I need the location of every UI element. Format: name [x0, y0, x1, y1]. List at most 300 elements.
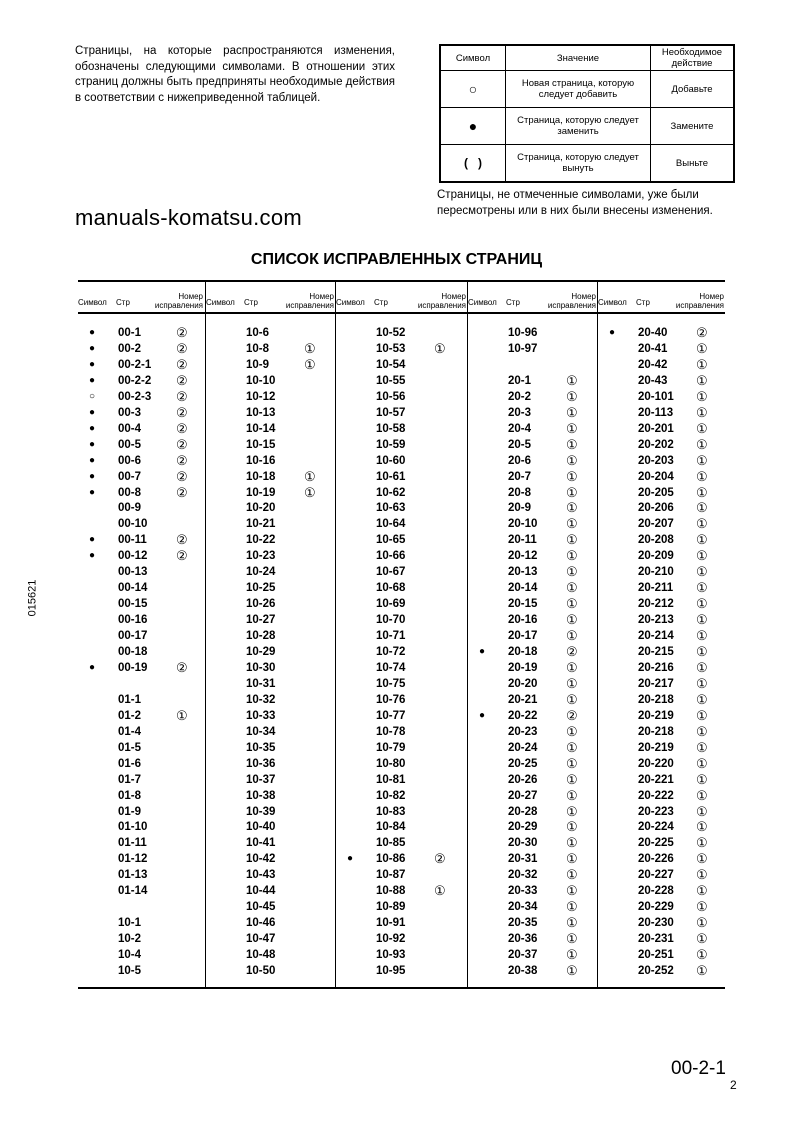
revision-number: ①: [566, 596, 578, 612]
legend-action: Выньте: [651, 145, 735, 183]
table-row: [598, 676, 726, 692]
page-number-cell: 10-23: [246, 550, 276, 563]
table-row: [206, 724, 336, 740]
page-number-cell: 10-44: [246, 885, 276, 898]
table-row: [598, 580, 726, 596]
revision-number: ①: [566, 420, 578, 436]
table-row: [468, 373, 598, 389]
table-column: [335, 282, 468, 987]
table-row: [78, 867, 205, 883]
legend-header-meaning: Значение: [506, 45, 651, 71]
table-row: [468, 740, 598, 756]
page-number-cell: 20-216: [638, 661, 674, 674]
revision-number: ①: [566, 947, 578, 963]
table-row: [206, 453, 336, 469]
page-number-cell: 20-36: [508, 933, 538, 946]
table-row: [78, 485, 205, 501]
revision-number: ②: [566, 644, 578, 659]
page-number-cell: 20-220: [638, 757, 674, 770]
table-row: [468, 772, 598, 788]
page-number-cell: 10-19: [246, 486, 276, 499]
page-number-cell: 20-17: [508, 630, 538, 643]
legend-action: Добавьте: [651, 71, 735, 108]
revision-number: ①: [566, 787, 578, 803]
col-header-symbol: Символ: [78, 298, 107, 307]
table-row: [206, 676, 336, 692]
legend-meaning: Страница, которую следует вынуть: [506, 145, 651, 183]
page-number-cell: 20-222: [638, 789, 674, 802]
page-number-cell: 00-6: [118, 454, 142, 467]
table-row: [336, 756, 468, 772]
revision-number: ②: [176, 388, 188, 404]
table-row: [78, 532, 205, 548]
page-number-cell: 00-18: [118, 646, 148, 658]
page-number-cell: 20-29: [508, 821, 538, 834]
page-number-cell: 10-32: [246, 693, 276, 706]
page-number-cell: 00-3: [118, 406, 142, 419]
note-text: Страницы, не отмеченные символами, уже были пересмотрены или в них были внесены изменения.: [437, 189, 713, 217]
revision-number: ①: [566, 675, 578, 691]
page-number-cell: 10-92: [376, 933, 406, 946]
table-row: [336, 580, 468, 596]
page-number-cell: 10-20: [246, 502, 276, 515]
revision-number: ①: [566, 500, 578, 516]
page-number-cell: 10-96: [508, 327, 538, 339]
table-row: [336, 867, 468, 883]
table-row: [206, 740, 336, 756]
revised-pages-table: [78, 280, 725, 989]
page-number-cell: 20-42: [638, 358, 668, 371]
page-number-cell: 01-14: [118, 885, 148, 898]
table-row: [598, 644, 726, 660]
symbol-mark: ●: [608, 327, 616, 338]
revision-number: ①: [696, 340, 708, 356]
table-row: [336, 899, 468, 915]
table-row: [468, 835, 598, 851]
revision-number: ①: [566, 516, 578, 532]
page-number-cell: 00-12: [118, 550, 148, 563]
page-number-cell: 20-251: [638, 949, 674, 962]
page-number-cell: 20-204: [638, 470, 674, 483]
table-row: [598, 660, 726, 676]
table-row: [78, 819, 205, 835]
table-row: [468, 564, 598, 580]
table-row: [468, 804, 598, 820]
page-number-cell: 10-67: [376, 566, 406, 579]
revision-number: ①: [696, 372, 708, 388]
table-row: [336, 851, 468, 867]
page-number-cell: 20-207: [638, 518, 674, 531]
table-row: [206, 516, 336, 532]
page-number-cell: 10-75: [376, 677, 406, 690]
column-header: [468, 292, 598, 312]
column-header: [78, 292, 205, 312]
table-row: [206, 341, 336, 357]
table-column: [78, 282, 205, 987]
revision-number: ①: [566, 739, 578, 755]
revision-number: ①: [566, 532, 578, 548]
page-number-cell: 00-9: [118, 502, 142, 515]
page-number-cell: 10-34: [246, 725, 276, 738]
page-number-cell: 10-58: [376, 422, 406, 435]
page-number-cell: 20-219: [638, 709, 674, 722]
page-number-cell: 20-40: [638, 327, 668, 339]
revision-number: ①: [566, 835, 578, 851]
table-row: [336, 724, 468, 740]
page-number-cell: 10-48: [246, 949, 276, 962]
page-number-cell: 10-66: [376, 550, 406, 563]
table-row: [468, 596, 598, 612]
page-number-cell: 20-206: [638, 502, 674, 515]
table-row: [468, 724, 598, 740]
page-number-cell: 10-38: [246, 789, 276, 802]
page-number-cell: 00-1: [118, 327, 142, 339]
page-number-cell: 20-214: [638, 630, 674, 643]
table-row: [468, 437, 598, 453]
col-header-symbol: Символ: [468, 298, 497, 307]
table-row: [598, 804, 726, 820]
symbol-mark: ●: [88, 550, 96, 562]
page-number-cell: 20-226: [638, 853, 674, 866]
symbol-legend-table: [439, 44, 735, 183]
table-row: [336, 628, 468, 644]
side-code: 015621: [26, 579, 39, 617]
table-row: [468, 756, 598, 772]
table-row: [78, 405, 205, 421]
table-row: [468, 931, 598, 947]
revision-number: ①: [566, 612, 578, 628]
symbol-mark: ●: [88, 438, 96, 450]
revision-number: ①: [566, 484, 578, 500]
page-number-cell: 10-45: [246, 901, 276, 914]
revision-number: ②: [434, 851, 446, 867]
revision-number: ①: [696, 771, 708, 787]
table-row: [78, 500, 205, 516]
symbol-mark: ●: [88, 454, 96, 466]
table-row: [336, 485, 468, 501]
table-row: [468, 963, 598, 979]
revision-number: ②: [176, 420, 188, 436]
symbol-mark: ●: [88, 342, 96, 354]
table-row: [78, 660, 205, 676]
table-row: [78, 389, 205, 405]
page-number-cell: 10-18: [246, 470, 276, 483]
table-row: [468, 628, 598, 644]
table-row: [598, 835, 726, 851]
page-number-cell: 10-14: [246, 422, 276, 435]
table-row: [206, 532, 336, 548]
table-row: [598, 628, 726, 644]
page-number-cell: 10-89: [376, 901, 406, 914]
page-number-cell: 20-37: [508, 949, 538, 962]
page-number-cell: 10-87: [376, 869, 406, 882]
revision-number: ①: [696, 787, 708, 803]
table-row: [206, 963, 336, 979]
page-number-cell: 01-4: [118, 725, 142, 738]
page-number-cell: 10-28: [246, 630, 276, 643]
col-header-symbol: Символ: [336, 298, 365, 307]
table-row: [78, 437, 205, 453]
table-row: [468, 692, 598, 708]
table-row: [468, 357, 598, 373]
revision-number: ②: [176, 340, 188, 356]
page-number-cell: 20-203: [638, 454, 674, 467]
revision-number: ①: [696, 851, 708, 867]
symbol-mark: ●: [88, 374, 96, 386]
table-row: [336, 612, 468, 628]
page-number-cell: 10-29: [246, 646, 276, 658]
page-number-cell: 10-41: [246, 837, 276, 850]
table-row: [468, 500, 598, 516]
revision-number: ①: [696, 484, 708, 500]
page-number-cell: 01-2: [118, 709, 142, 722]
table-row: [206, 628, 336, 644]
table-row: [336, 660, 468, 676]
revision-number: ①: [566, 628, 578, 644]
page-number-cell: 10-33: [246, 709, 276, 722]
revision-number: ①: [566, 899, 578, 915]
symbol-mark: ●: [88, 486, 96, 498]
table-row: [336, 915, 468, 931]
symbol-mark: ●: [88, 661, 96, 673]
page-number-cell: 20-252: [638, 965, 674, 977]
revision-number: ①: [566, 388, 578, 404]
table-row: [336, 804, 468, 820]
page-number-cell: 20-35: [508, 917, 538, 930]
table-row: [468, 548, 598, 564]
page-number-cell: 10-50: [246, 965, 276, 977]
page-number-cell: 20-3: [508, 406, 532, 419]
page-number-cell: 20-43: [638, 374, 668, 387]
table-row: [206, 883, 336, 899]
table-row: [336, 963, 468, 979]
table-row: [206, 851, 336, 867]
table-row: [468, 660, 598, 676]
table-row: [78, 851, 205, 867]
table-row: [468, 325, 598, 341]
table-row: [206, 325, 336, 341]
page-number-cell: 20-224: [638, 821, 674, 834]
table-row: [78, 804, 205, 820]
col-header-page: Стр: [374, 298, 388, 307]
table-row: [598, 357, 726, 373]
page-number-cell: 00-13: [118, 566, 148, 579]
page-number-cell: 10-13: [246, 406, 276, 419]
table-row: [468, 883, 598, 899]
table-row: [336, 548, 468, 564]
page-code: 00-2-1: [671, 1058, 726, 1079]
page-number-cell: 10-39: [246, 805, 276, 818]
column-header: [336, 292, 468, 312]
page-number-cell: 20-215: [638, 646, 674, 658]
page-number-cell: 20-201: [638, 422, 674, 435]
page-number-cell: 20-5: [508, 438, 532, 451]
table-row: [206, 564, 336, 580]
table-row: [206, 469, 336, 485]
col-header-page: Стр: [116, 298, 130, 307]
table-row: [78, 899, 205, 915]
page-number-cell: 20-13: [508, 566, 538, 579]
page-number-cell: 20-41: [638, 342, 668, 355]
table-column: [205, 282, 336, 987]
page-number-cell: 10-42: [246, 853, 276, 866]
revision-number: ①: [696, 388, 708, 404]
table-row: [78, 915, 205, 931]
page-number-cell: 00-4: [118, 422, 142, 435]
table-row: [78, 469, 205, 485]
revision-number: ①: [566, 580, 578, 596]
page-number-cell: 20-26: [508, 773, 538, 786]
revision-number: ①: [566, 867, 578, 883]
table-row: [598, 708, 726, 724]
page-number-cell: 10-46: [246, 917, 276, 930]
page-number-cell: 10-88: [376, 885, 406, 898]
table-row: [336, 532, 468, 548]
revision-number: ①: [566, 372, 578, 388]
table-row: [336, 341, 468, 357]
table-row: [336, 453, 468, 469]
table-row: [206, 867, 336, 883]
symbol-mark: ●: [478, 709, 486, 721]
table-row: [336, 931, 468, 947]
table-row: [206, 692, 336, 708]
page-number-cell: 20-19: [508, 661, 538, 674]
col-header-page: Стр: [636, 298, 650, 307]
page-number-cell: 10-4: [118, 949, 142, 962]
revision-number: ①: [566, 931, 578, 947]
page-number-cell: 10-60: [376, 454, 406, 467]
revision-number: ①: [696, 628, 708, 644]
page-number-cell: 01-1: [118, 693, 142, 706]
page-number-cell: 20-231: [638, 933, 674, 946]
table-row: [78, 724, 205, 740]
page-number-cell: 20-32: [508, 869, 538, 882]
page-number-cell: 20-225: [638, 837, 674, 850]
table-row: [468, 851, 598, 867]
table-row: [206, 915, 336, 931]
page-number-cell: 00-17: [118, 630, 148, 643]
table-row: [336, 835, 468, 851]
revision-number: ①: [434, 340, 446, 356]
table-row: [206, 804, 336, 820]
table-column: [597, 282, 726, 987]
revision-number: ①: [566, 851, 578, 867]
revision-number: ①: [696, 532, 708, 548]
revision-number: ①: [304, 468, 316, 484]
revision-number: ①: [696, 867, 708, 883]
page-number-cell: 20-34: [508, 901, 538, 914]
page-number-cell: 10-84: [376, 821, 406, 834]
page-number-cell: 10-80: [376, 757, 406, 770]
page-number-cell: 20-22: [508, 709, 538, 722]
page-number-cell: 20-208: [638, 534, 674, 547]
table-row: [336, 373, 468, 389]
page-number-cell: 20-228: [638, 885, 674, 898]
page-number-cell: 01-6: [118, 757, 142, 770]
page-number-cell: 10-78: [376, 725, 406, 738]
page-number-cell: 10-93: [376, 949, 406, 962]
table-row: [336, 500, 468, 516]
table-row: [78, 357, 205, 373]
revision-number: ①: [566, 819, 578, 835]
page-number-cell: 20-20: [508, 677, 538, 690]
symbol-mark: ●: [88, 406, 96, 418]
revision-number: ①: [176, 707, 188, 723]
table-row: [598, 373, 726, 389]
table-row: [206, 788, 336, 804]
page-number-cell: 10-2: [118, 933, 142, 946]
table-row: [598, 564, 726, 580]
page-number-cell: 00-16: [118, 614, 148, 627]
page-number-cell: 20-28: [508, 805, 538, 818]
page-number-cell: 20-15: [508, 598, 538, 611]
revision-number: ①: [566, 436, 578, 452]
revision-number: ①: [696, 356, 708, 372]
page-number-cell: 10-1: [118, 917, 142, 930]
revision-number: ①: [566, 771, 578, 787]
table-row: [78, 835, 205, 851]
page-number-cell: 20-211: [638, 582, 674, 595]
table-row: [206, 485, 336, 501]
page-number-cell: 00-10: [118, 518, 148, 531]
page-number-cell: 10-26: [246, 598, 276, 611]
table-row: [598, 596, 726, 612]
table-row: [468, 389, 598, 405]
legend-meaning: Новая страница, которую следует добавить: [506, 71, 651, 108]
col-header-revision: Номер исправления: [417, 292, 466, 310]
page-number-cell: 01-8: [118, 789, 142, 802]
table-row: [598, 516, 726, 532]
revision-number: ①: [566, 548, 578, 564]
revision-number: ①: [696, 580, 708, 596]
page-number-cell: 20-205: [638, 486, 674, 499]
table-row: [468, 899, 598, 915]
table-row: [336, 947, 468, 963]
table-row: [598, 819, 726, 835]
page-number-cell: 20-9: [508, 502, 532, 515]
table-row: [598, 883, 726, 899]
page-number-cell: 20-38: [508, 965, 538, 977]
table-row: [336, 740, 468, 756]
legend-header-symbol: Символ: [440, 45, 506, 71]
symbol-mark: ○: [88, 390, 96, 402]
page-number-cell: 20-30: [508, 837, 538, 850]
page-number-cell: 10-56: [376, 390, 406, 403]
page-number-cell: 20-212: [638, 598, 674, 611]
table-row: [468, 421, 598, 437]
table-row: [598, 453, 726, 469]
page-number-cell: 10-43: [246, 869, 276, 882]
page-number-cell: 20-230: [638, 917, 674, 930]
page-number-cell: 20-11: [508, 534, 537, 547]
page-number-cell: 01-11: [118, 837, 147, 850]
revision-number: ①: [566, 691, 578, 707]
page-number-cell: 20-16: [508, 614, 538, 627]
table-row: [468, 644, 598, 660]
page-number-cell: 10-54: [376, 358, 406, 371]
table-row: [78, 931, 205, 947]
table-row: [336, 708, 468, 724]
table-row: [206, 500, 336, 516]
page-number-cell: 00-11: [118, 534, 147, 547]
table-row: [78, 580, 205, 596]
page-number-cell: 00-2: [118, 342, 142, 355]
table-row: [78, 947, 205, 963]
symbol-mark: ●: [88, 470, 96, 482]
table-row: [206, 931, 336, 947]
page-number-cell: 20-218: [638, 725, 674, 738]
table-row: [336, 883, 468, 899]
